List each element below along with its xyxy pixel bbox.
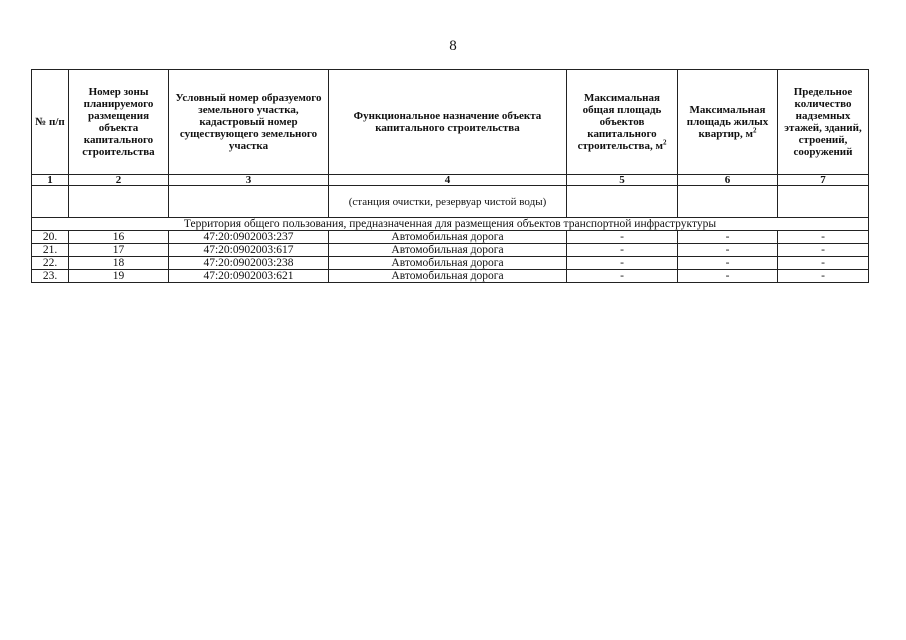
header-zone-number: Номер зоны планируемого размещения объекта капитального строительства [69,70,169,175]
row-number: 21. [32,244,69,257]
max-total-area: - [567,231,678,244]
page-number: 8 [449,38,457,54]
max-total-area: - [567,244,678,257]
header-functional-purpose: Функциональное назначение объекта капитального строительства [329,70,567,175]
column-number-row [32,175,869,186]
max-floors: - [778,270,869,283]
table-row [32,270,869,283]
empty-cell [778,186,869,218]
functional-purpose: Автомобильная дорога [329,244,567,257]
empty-cell [678,186,778,218]
section-title: Территория общего пользования, предназначенная для размещения объектов транспортной инфраструктуры [32,218,869,231]
max-total-area: - [567,257,678,270]
header-max-total-area: Максимальная общая площадь объектов капитального строительства, $м^2$ [567,70,678,175]
column-number: 3 [169,175,329,186]
living-area-superscript: 2 [753,126,757,135]
max-living-area: - [678,270,778,283]
zone-number: 19 [69,270,169,283]
cadastral-number: 47:20:0902003:237 [169,231,329,244]
column-number: 7 [778,175,869,186]
area-superscript: 2 [662,138,667,147]
column-number: 5 [567,175,678,186]
row-number: 20. [32,231,69,244]
section-row [32,218,869,231]
max-total-area: - [567,270,678,283]
zones-table [31,69,869,283]
table-row [32,244,869,257]
empty-cell [32,186,69,218]
header-number: № п/п [32,70,69,175]
max-floors: - [778,257,869,270]
max-living-area: - [678,244,778,257]
functional-purpose: Автомобильная дорога [329,257,567,270]
cadastral-number: 47:20:0902003:621 [169,270,329,283]
header-max-living-area: Максимальная площадь жилых квартир, $м^2$ [678,70,778,175]
empty-cell [69,186,169,218]
column-number: 6 [678,175,778,186]
zone-number: 18 [69,257,169,270]
continuation-row [32,186,869,218]
zone-number: 16 [69,231,169,244]
zone-number: 17 [69,244,169,257]
row-number: 22. [32,257,69,270]
functional-purpose: Автомобильная дорога [329,231,567,244]
row-number: 23. [32,270,69,283]
max-floors: - [778,231,869,244]
column-number: 4 [329,175,567,186]
column-number: 2 [69,175,169,186]
cadastral-number: 47:20:0902003:238 [169,257,329,270]
table-row [32,257,869,270]
continuation-text: (станция очистки, резервуар чистой воды) [329,186,567,218]
max-living-area: - [678,231,778,244]
max-living-area: - [678,257,778,270]
column-number: 1 [32,175,69,186]
functional-purpose: Автомобильная дорога [329,270,567,283]
header-cadastral-number: Условный номер образуемого земельного участка, кадастровый номер существующего земельного участка [169,70,329,175]
table-row [32,231,869,244]
header-max-floors: Предельное количество надземных этажей, зданий, строений, сооружений [778,70,869,175]
max-floors: - [778,244,869,257]
cadastral-number: 47:20:0902003:617 [169,244,329,257]
header-row [32,70,869,175]
empty-cell [567,186,678,218]
empty-cell [169,186,329,218]
